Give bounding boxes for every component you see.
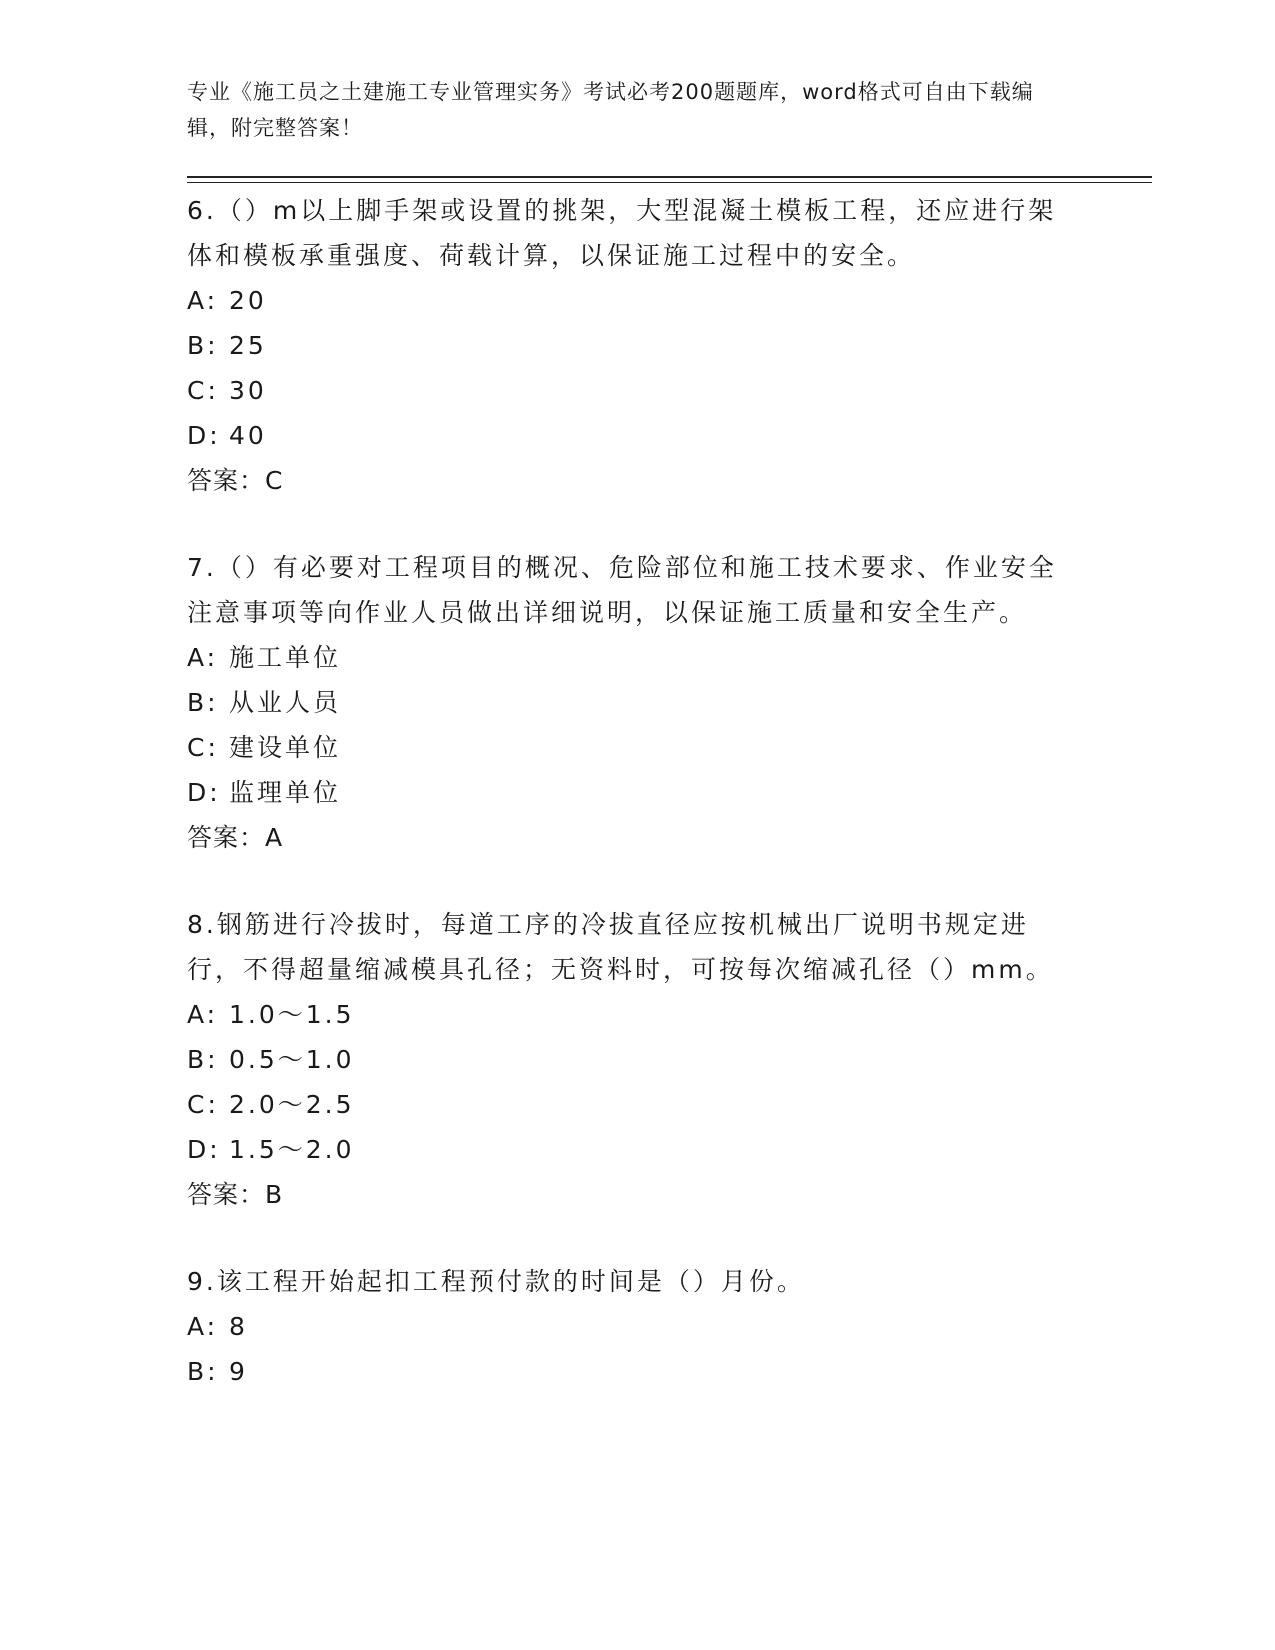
question-9 [187, 1259, 1077, 1394]
option-a [187, 992, 1077, 1037]
option-key: B: [187, 688, 219, 717]
option-value: 从业人员 [229, 688, 342, 717]
question-text: 8.钢筋进行冷拔时，每道工序的冷拔直径应按机械出厂说明书规定进行，不得超量缩减模具孔径；无资料时，可按每次缩减孔径（）mm。 [187, 910, 1054, 984]
header-rule-thick [187, 176, 1152, 178]
option-key: B: [187, 1045, 219, 1074]
option-value: 1.5～2.0 [229, 1135, 355, 1164]
option-a [187, 278, 1077, 323]
question-text: 7.（）有必要对工程项目的概况、危险部位和施工技术要求、作业安全注意事项等向作业人员做出详细说明，以保证施工质量和安全生产。 [187, 553, 1057, 627]
option-d [187, 770, 1077, 815]
question-8 [187, 902, 1077, 1217]
option-key: A: [187, 286, 219, 315]
question-list [187, 188, 1077, 1436]
option-value: 建设单位 [229, 733, 342, 762]
option-key: A: [187, 643, 219, 672]
answer-text: 答案：B [187, 1180, 284, 1209]
option-key: D: [187, 1135, 221, 1164]
option-value: 8 [229, 1312, 248, 1341]
option-b [187, 323, 1077, 368]
option-value: 20 [229, 286, 267, 315]
option-c [187, 1082, 1077, 1127]
answer-text: 答案：C [187, 466, 284, 495]
option-key: D: [187, 778, 221, 807]
option-key: A: [187, 1312, 219, 1341]
option-a [187, 635, 1077, 680]
option-d [187, 413, 1077, 458]
option-value: 30 [229, 376, 267, 405]
question-text: 9.该工程开始起扣工程预付款的时间是（）月份。 [187, 1267, 805, 1296]
option-value: 0.5～1.0 [229, 1045, 355, 1074]
answer-text: 答案：A [187, 823, 284, 852]
question-6 [187, 188, 1077, 503]
option-b [187, 1349, 1077, 1394]
option-key: B: [187, 331, 219, 360]
option-value: 25 [229, 331, 267, 360]
option-a [187, 1304, 1077, 1349]
document-header: 专业《施工员之土建施工专业管理实务》考试必考200题题库，word格式可自由下载编辑，附完整答案！ [187, 80, 1034, 140]
option-c [187, 368, 1077, 413]
option-key: C: [187, 1090, 219, 1119]
option-value: 2.0～2.5 [229, 1090, 355, 1119]
option-key: D: [187, 421, 221, 450]
option-b [187, 680, 1077, 725]
option-key: C: [187, 376, 219, 405]
option-key: B: [187, 1357, 219, 1386]
option-b [187, 1037, 1077, 1082]
question-7 [187, 545, 1077, 860]
question-text: 6.（）m以上脚手架或设置的挑架，大型混凝土模板工程，还应进行架体和模板承重强度、荷载计算，以保证施工过程中的安全。 [187, 196, 1057, 270]
header-rule-thin [187, 182, 1152, 183]
option-value: 监理单位 [229, 778, 342, 807]
option-value: 9 [229, 1357, 248, 1386]
option-key: C: [187, 733, 219, 762]
option-value: 1.0～1.5 [229, 1000, 355, 1029]
option-key: A: [187, 1000, 219, 1029]
option-value: 施工单位 [229, 643, 342, 672]
option-value: 40 [229, 421, 267, 450]
option-c [187, 725, 1077, 770]
option-d [187, 1127, 1077, 1172]
